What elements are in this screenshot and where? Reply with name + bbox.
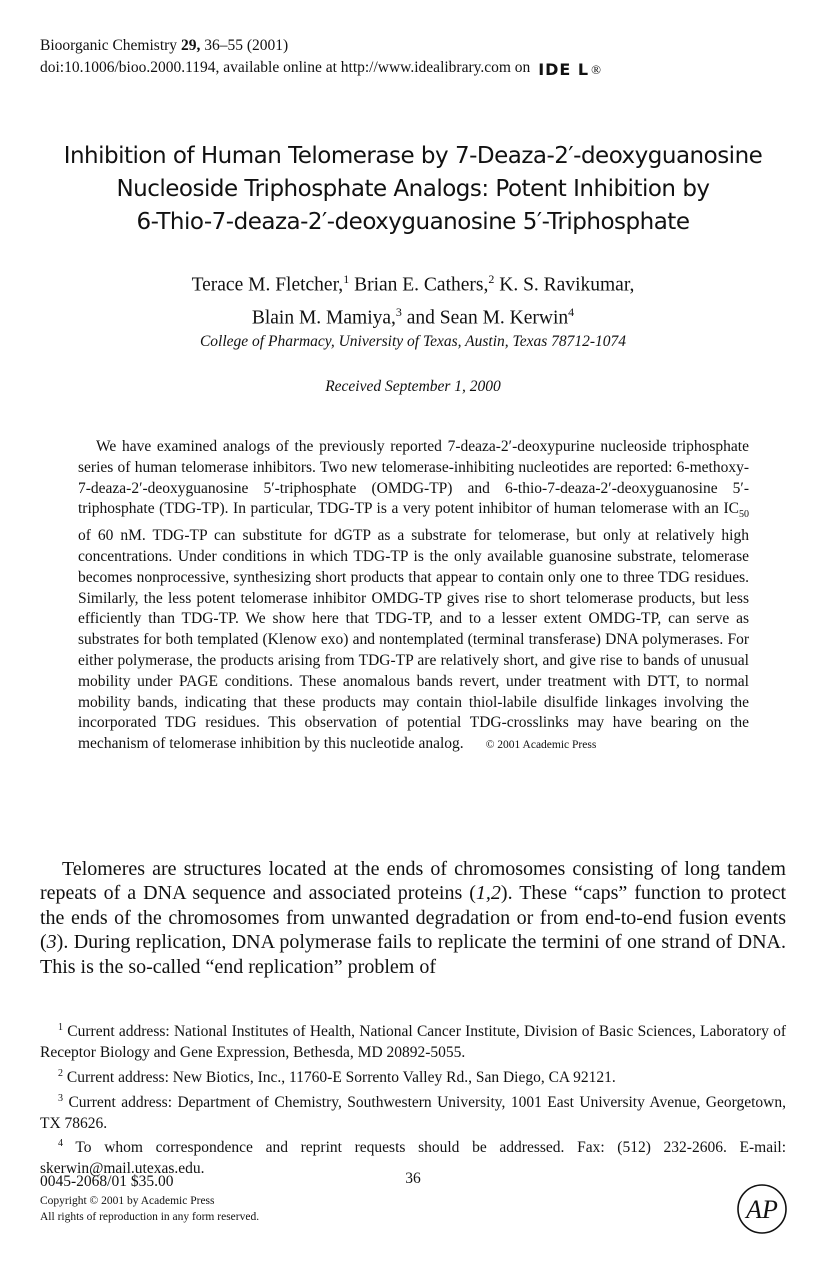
title-line-2: Nucleoside Triphosphate Analogs: Potent Inhibition by bbox=[116, 176, 710, 202]
footnote-number: 4 bbox=[58, 1138, 63, 1150]
author-kerwin: and Sean M. Kerwin bbox=[401, 307, 569, 328]
footnote-number: 1 bbox=[58, 1022, 63, 1033]
ideal-logo-text: IDE L bbox=[538, 60, 590, 79]
ic50-subscript: 50 bbox=[739, 509, 749, 521]
abstract bbox=[78, 437, 749, 756]
body-text-2: ). These “caps” function to protect the ends of the chromosomes from unwanted degradation or from end-to-end fusion events ( bbox=[40, 882, 787, 954]
body-text-1: Telomeres are structures located at the ends of chromosomes consisting of long tandem repeats of a DNA sequence and associated proteins ( bbox=[40, 858, 786, 905]
reference-citation[interactable]: 1,2 bbox=[475, 882, 501, 905]
copyright-line: Copyright © 2001 by Academic Press bbox=[40, 1195, 215, 1207]
author-cathers: Brian E. Cathers, bbox=[349, 274, 489, 296]
author-ravikumar: K. S. Ravikumar, bbox=[494, 274, 635, 296]
author-mamiya: Blain M. Mamiya, bbox=[251, 307, 396, 328]
footnote-text: Current address: National Institutes of Health, National Cancer Institute, Division of Basic Sciences, Laboratory of Receptor Biology and Gene Expression, Bethesda, MD 20892-5055. bbox=[40, 1023, 787, 1061]
author-footnote-mark: 1 bbox=[343, 272, 350, 286]
footnote-number: 2 bbox=[58, 1067, 63, 1079]
copyright-notice bbox=[40, 1194, 259, 1225]
body-paragraph bbox=[40, 857, 786, 979]
footnote-text: Current address: Department of Chemistry, Southwestern University, 1001 East University Avenue, Georgetown, TX 78626. bbox=[40, 1093, 786, 1132]
abstract-copyright: © 2001 Academic Press bbox=[485, 739, 597, 752]
doi-line bbox=[40, 58, 602, 79]
journal-name: Bioorganic Chemistry bbox=[40, 37, 178, 54]
doi-link[interactable]: doi:10.1006/bioo.2000.1194, available online at http://www.idealibrary.com on bbox=[40, 59, 531, 76]
author-footnote-mark: 3 bbox=[395, 304, 402, 319]
author-footnote-mark: 2 bbox=[488, 272, 495, 286]
footnote-3 bbox=[40, 1089, 786, 1135]
abstract-text-2: of 60 nM. TDG-TP can substitute for dGTP as a substrate for telomerase, but only at relatively high concentrations. Under conditions in which TDG-TP is the only available guanosine substrate, telomerase becomes nonprocessive, synthesizing short products that appear to contain only one to three TDG residues. Similarly, the less potent telomerase inhibitor OMDG-TP gives rise to short telomerase products, but less efficiently than TDG-TP. We show here that TDG-TP, and to a lesser extent OMDG-TP, can serve as substrates for both templated (Klenow exo) and nontemplated (terminal transferase) DNA polymerases. For either polymerase, the products arising from TDG-TP are relatively short, and give rise to bands of unusual mobility under PAGE conditions. These anomalous bands revert, under treatment with DTT, to normal mobility bands, indicating that these products may contain thiol-labile disulfide linkages involving the incorporated TDG residues. This observation of potential TDG-crosslinks may have bearing on the mechanism of telomerase inhibition by this nucleotide analog. bbox=[78, 527, 749, 753]
affiliation: College of Pharmacy, University of Texas, Austin, Texas 78712-1074 bbox=[199, 333, 627, 350]
issn-price: 0045-2068/01 $35.00 bbox=[40, 1173, 174, 1190]
footnote-1 bbox=[40, 1018, 786, 1064]
footnote-text: To whom correspondence and reprint requests should be addressed. Fax: (512) 232-2606. E-mail: skerwin@mail.utexas.edu. bbox=[40, 1139, 786, 1178]
title-line-1: Inhibition of Human Telomerase by 7-Deaza-2′-deoxyguanosine bbox=[63, 143, 763, 169]
body-text-3: ). During replication, DNA polymerase fails to replicate the termini of one strand of DNA. This is the so-called “end replication” problem of bbox=[40, 931, 786, 978]
author-fletcher: Terace M. Fletcher, bbox=[191, 274, 344, 296]
academic-press-logo bbox=[736, 1183, 788, 1235]
journal-pages: 36–55 (2001) bbox=[204, 37, 289, 54]
footnote-2 bbox=[40, 1064, 786, 1089]
article-title bbox=[30, 140, 796, 239]
received-date: Received September 1, 2000 bbox=[325, 378, 501, 395]
author-list bbox=[0, 266, 826, 331]
author-line-1 bbox=[0, 266, 826, 299]
footnote-text: Current address: New Biotics, Inc., 11760-E Sorrento Valley Rd., San Diego, CA 92121. bbox=[66, 1068, 616, 1086]
footnotes bbox=[40, 1018, 786, 1180]
logo-letters: AP bbox=[746, 1195, 778, 1224]
abstract-text-1: We have examined analogs of the previously reported 7-deaza-2′-deoxypurine nucleoside triphosphate series of human telomerase inhibitors. Two new telomerase-inhibiting nucleotides are reported: 6-methoxy-7-deaza-2′-deoxyguanosine 5′-triphosphate (OMDG-TP) and 6-thio-7-deaza-2′-deoxyguanosine 5′-triphosphate (TDG-TP). In particular, TDG-TP is a very potent inhibitor of human telomerase with an IC bbox=[78, 438, 749, 518]
footnote-number: 3 bbox=[58, 1092, 63, 1104]
rights-line: All rights of reproduction in any form reserved. bbox=[40, 1210, 260, 1223]
journal-volume: 29, bbox=[180, 37, 201, 54]
journal-citation bbox=[40, 36, 288, 55]
reference-citation[interactable]: 3 bbox=[46, 931, 57, 954]
title-line-3: 6-Thio-7-deaza-2′-deoxyguanosine 5′-Triphosphate bbox=[136, 209, 690, 235]
author-line-2 bbox=[0, 299, 826, 332]
author-footnote-mark: 4 bbox=[568, 304, 575, 319]
page-number: 36 bbox=[405, 1170, 421, 1187]
registered-mark: ® bbox=[591, 62, 603, 77]
ideal-logo bbox=[538, 60, 602, 79]
